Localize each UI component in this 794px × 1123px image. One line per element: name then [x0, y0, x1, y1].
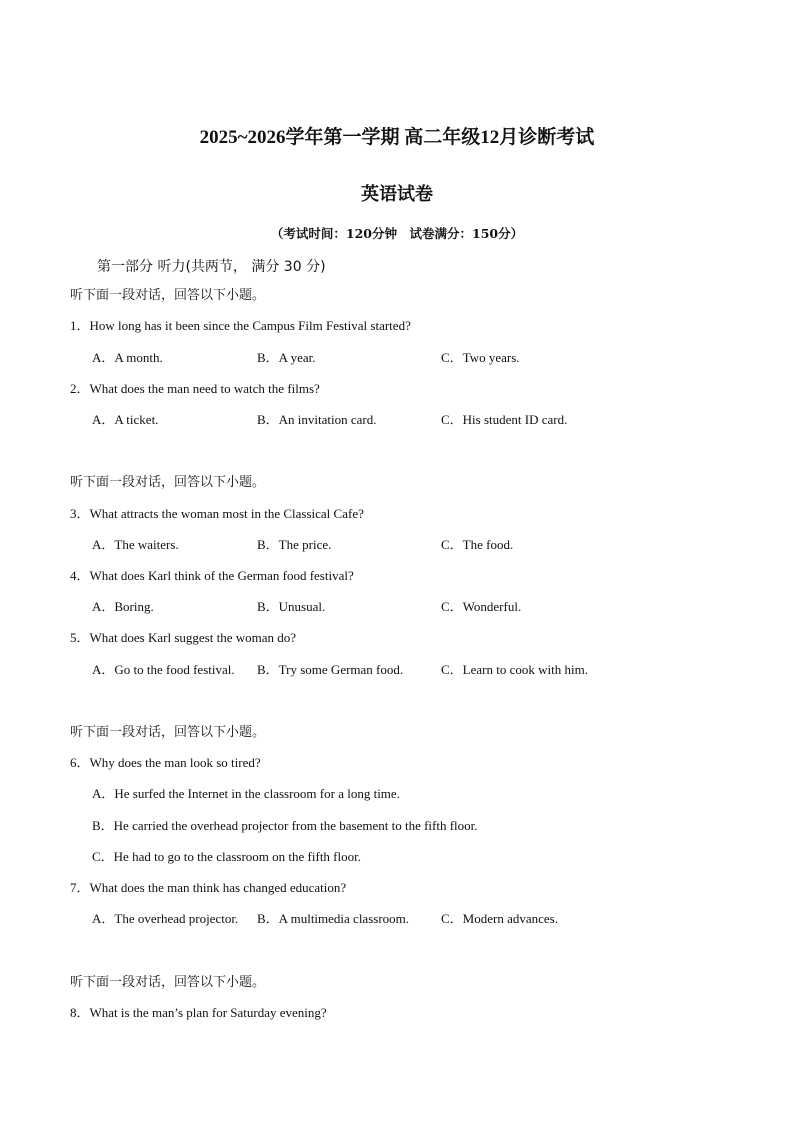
question-5: 5．What does Karl suggest the woman do? — [70, 630, 297, 645]
q3-option-b: B．The price. — [257, 537, 332, 552]
q2-option-c: C．His student ID card. — [441, 412, 568, 427]
q1-option-c: C．Two years. — [441, 350, 520, 365]
q4-option-a: A．Boring. — [92, 599, 154, 614]
question-3: 3．What attracts the woman most in the Classical Cafe? — [70, 506, 364, 521]
q2-option-a: A．A ticket. — [92, 412, 159, 427]
exam-subtitle: 英语试卷 — [361, 184, 433, 205]
q2-option-b: B．An invitation card. — [257, 412, 377, 427]
question-4: 4．What does Karl think of the German food festival? — [70, 568, 354, 583]
section-instruction: 听下面一段对话，回答以下小题。 — [70, 475, 266, 490]
exam-title: 2025~2026学年第一学期 高二年级12月诊断考试 — [199, 127, 595, 148]
q3-option-c: C．The food. — [441, 537, 514, 552]
section-instruction: 听下面一段对话，回答以下小题。 — [70, 288, 266, 303]
question-8: 8．What is the man’s plan for Saturday evening? — [70, 1005, 327, 1020]
q1-option-b: B．A year. — [257, 350, 316, 365]
question-6: 6．Why does the man look so tired? — [70, 755, 261, 770]
q6-option-b: B．He carried the overhead projector from the basement to the fifth floor. — [92, 818, 478, 833]
q4-option-b: B．Unusual. — [257, 599, 326, 614]
part-title: 第一部分 听力(共两节， 满分 30 分) — [97, 259, 326, 275]
q1-option-a: A．A month. — [92, 350, 163, 365]
question-2: 2．What does the man need to watch the films? — [70, 381, 320, 396]
q6-option-c: C．He had to go to the classroom on the fifth floor. — [92, 849, 361, 864]
question-1: 1．How long has it been since the Campus Film Festival started? — [70, 318, 411, 333]
q3-option-a: A．The waiters. — [92, 537, 179, 552]
section-instruction: 听下面一段对话，回答以下小题。 — [70, 975, 266, 990]
q7-option-c: C．Modern advances. — [441, 911, 558, 926]
section-instruction: 听下面一段对话，回答以下小题。 — [70, 725, 266, 740]
q7-option-a: A．The overhead projector. — [92, 911, 239, 926]
q6-option-a: A．He surfed the Internet in the classroom for a long time. — [92, 786, 400, 801]
q5-option-a: A．Go to the food festival. — [92, 662, 235, 677]
question-7: 7．What does the man think has changed education? — [70, 880, 347, 895]
q5-option-c: C．Learn to cook with him. — [441, 662, 588, 677]
exam-info: （考试时间：120分钟 试卷满分：150分） — [270, 226, 524, 241]
q5-option-b: B．Try some German food. — [257, 662, 404, 677]
q7-option-b: B．A multimedia classroom. — [257, 911, 410, 926]
q4-option-c: C．Wonderful. — [441, 599, 522, 614]
